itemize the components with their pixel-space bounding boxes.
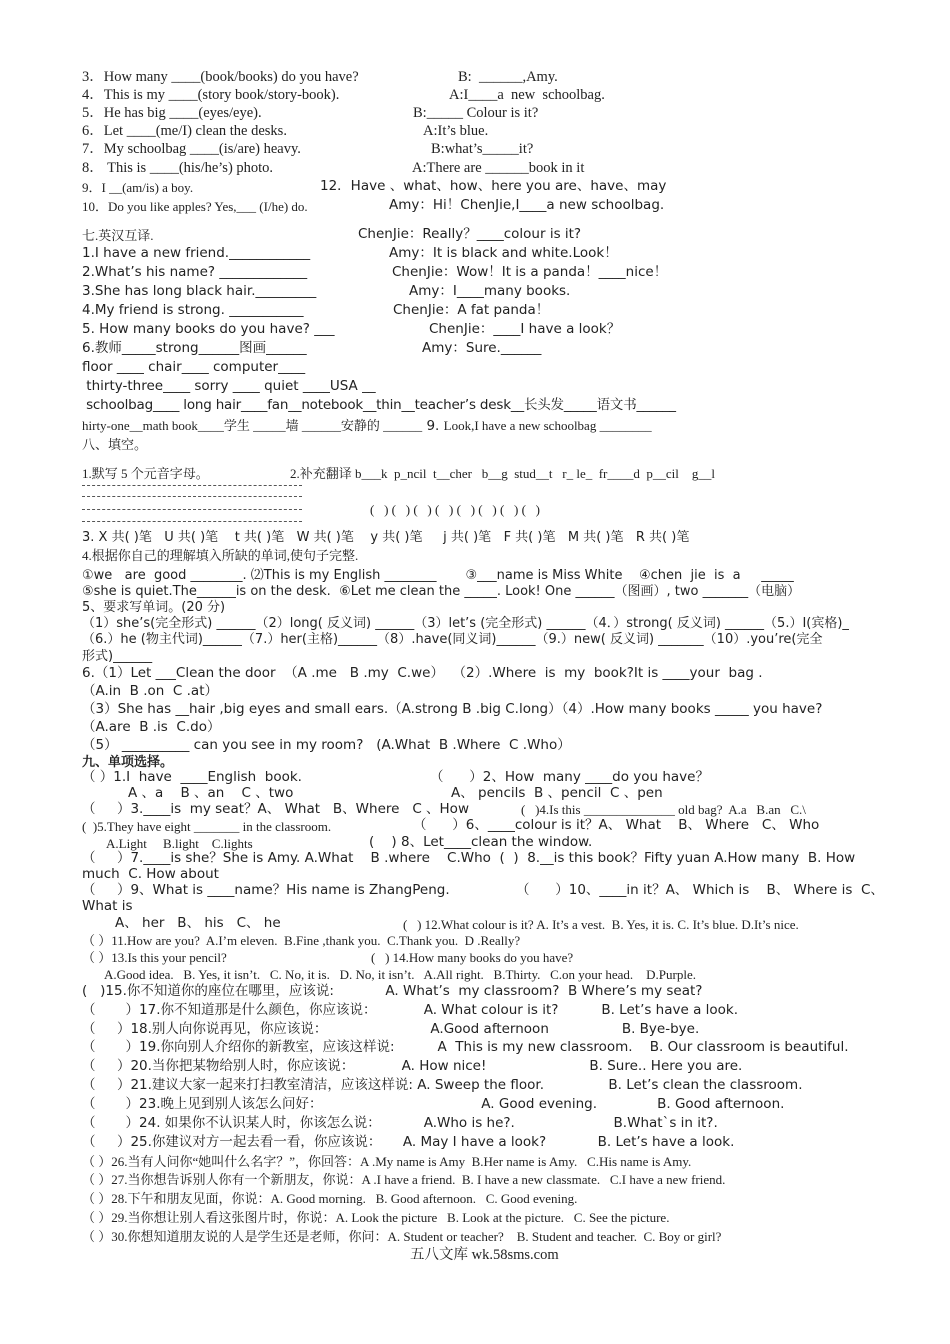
choice-q20: （ ）20.当你把某物给别人时，你应该说： A. How nice! B. Sure.. Here you are. xyxy=(82,1058,743,1074)
fill-q5-line-3: 形式)______ xyxy=(82,649,153,664)
top-dialog-5: B:what’s_____it? xyxy=(431,141,534,157)
choice-q5: ( )5.They have eight _______ in the classroom. xyxy=(82,819,332,834)
top-dialog-4: A:It’s blue. xyxy=(423,123,489,139)
dialog-line-5: ChenJie：A fat panda！ xyxy=(393,302,550,318)
fill-q2: 2.补充翻译 b___k p_ncil t__cher b__g stud__t r_ le_ fr____d p__cil g__l xyxy=(290,466,715,481)
choice-q2-options: A、 pencils B 、pencil C 、pen xyxy=(451,785,663,801)
choice-q8-a: ( ) 8、Let____clean the window. xyxy=(369,834,593,850)
choice-q28: （ ）28.下午和朋友见面，你说：A. Good morning. B. Good afternoon. C. Good evening. xyxy=(82,1191,578,1206)
choice-q1: （ ）1.I have ____English book. xyxy=(82,769,302,785)
choose-q6-line-5: （5） __________ can you see in my room? (A.What B .Where C .Who） xyxy=(82,737,571,753)
choice-q2: （ ）2、How many ____do you have？ xyxy=(430,769,709,785)
choice-q10-tail: What is xyxy=(82,898,133,914)
choice-q8-b: much C. How about xyxy=(82,866,219,882)
choice-q1-options: A 、a B 、an C 、two xyxy=(128,785,294,801)
fill-q5-line-2: （6.）he (物主代词)______（7.）her(主格)______（8）.have(同义词)______（9.）new( 反义词) _______（10）.you’re(完全 xyxy=(82,632,823,647)
section-9-title: 九、单项选择。 xyxy=(82,754,174,769)
dialog-line-3: ChenJie：Wow！It is a panda！____nice！ xyxy=(392,264,668,280)
choice-q23: （ ）23.晚上见到别人该怎么问好： A. Good evening. B. Good afternoon. xyxy=(82,1096,785,1112)
choice-q21: （ ）21.建议大家一起来打扫教室清洁，应该这样说: A. Sweep the floor. B. Let’s clean the classroom. xyxy=(82,1077,803,1093)
translate-q4: 4.My friend is strong. ___________ xyxy=(82,302,304,318)
choose-q6-line-2: （A.in B .on C .at） xyxy=(82,683,218,699)
fill-q1: 1.默写 5 个元音字母。 xyxy=(82,466,209,481)
translate-q6: 6.教师_____strong______图画______ xyxy=(82,340,307,356)
top-q12: 12．Have 、what、how、here you are、have、may xyxy=(320,178,667,194)
choose-q6-line-1: 6.（1）Let ___Clean the door （A .me B .my C.we） （2）.Where is my book?It is ____your bag . xyxy=(82,665,763,681)
top-q8: 8． This is ____(his/he’s) photo. xyxy=(82,160,274,176)
answer-line xyxy=(82,509,302,510)
choice-q12: ( ) 12.What colour is it? A. It’s a vest. B. Yes, it is. C. It’s blue. D.It’s nice. xyxy=(403,917,799,932)
choice-q24: （ ）24. 如果你不认识某人时，你该怎么说： A.Who is he?. B.What`s in it?. xyxy=(82,1115,718,1131)
answer-line xyxy=(82,485,302,486)
choice-q13-q14-options: A.Good idea. B. Yes, it isn’t. C. No, it is. D. No, it isn’t. A.All right. B.Thirty. C.on your head. D.Purple. xyxy=(104,967,696,982)
top-dialog-3: B:_____ Colour is it? xyxy=(413,105,539,121)
choice-q9: （ ）9、What is ____name？His name is ZhangPeng. xyxy=(82,882,450,898)
fill-q4-line-1: ①we are good ________. ⑵This is my English ________ ③___name is Miss White ④chen jie is a _____ xyxy=(82,568,794,583)
top-q6: 6．Let ____(me/I) clean the desks. xyxy=(82,123,287,139)
translate-q1: 1.I have a new friend.____________ xyxy=(82,245,311,261)
fill-q5-line-1: （1）she’s(完全形式) ______（2）long( 反义词) ______（3）let’s (完全形式) ______（4．）strong( 反义词) ______（5.）I(宾格)_ xyxy=(82,616,849,631)
choice-q25: （ ）25.你建议对方一起去看一看，你应该说： A. May I have a look? B. Let’s have a look. xyxy=(82,1134,735,1150)
choose-q6-line-3: （3）She has __hair ,big eyes and small ears.（A.strong B .big C.long）（4）.How many books _____ you have? xyxy=(82,701,823,717)
footer-source: 五八文库 wk.58sms.com xyxy=(410,1247,559,1263)
answer-line xyxy=(82,496,302,497)
top-dialog-6: A:There are ______book in it xyxy=(412,160,585,176)
translate-q2: 2.What’s his name? _____________ xyxy=(82,264,308,280)
translate-words-4-b: Look,I have a new schoolbag ________ xyxy=(443,418,652,433)
translate-words-4-a: hirty-one__math book____学生 _____墙 ______安静的 ______ xyxy=(82,418,423,433)
translate-words-3: schoolbag____ long hair____fan__notebook__thin__teacher’s desk__长头发_____语文书______ xyxy=(82,397,676,413)
choice-q13: （ ）13.Is this your pencil? xyxy=(82,950,227,965)
stroke-count-q3: 3. X 共( )笔 U 共( )笔 t 共( )笔 W 共( )笔 y 共( )笔 j 共( )笔 F 共( )笔 M 共( )笔 R 共( )笔 xyxy=(82,530,690,545)
dialog-line-6: ChenJie：____I have a look？ xyxy=(429,321,621,337)
fill-q5: 5、要求写单词。(20 分) xyxy=(82,600,226,615)
top-q7: 7．My schoolbag ____(is/are) heavy. xyxy=(82,141,301,157)
choose-q6-line-4: （A.are B .is C.do） xyxy=(82,719,221,735)
top-q3: 3．How many ____(book/books) do you have? xyxy=(82,69,359,85)
choice-q17: （ ）17.你不知道那是什么颜色，你应该说： A. What colour is it? B. Let’s have a look. xyxy=(82,1002,739,1018)
choice-q19: （ ）19.你向别人介绍你的新教室，应该这样说: A This is my new classroom. B. Our classroom is beautiful. xyxy=(82,1039,849,1055)
choice-q18: （ ）18.别人向你说再见，你应该说： A.Good afternoon B. Bye-bye. xyxy=(82,1021,700,1037)
choice-q14: ( ) 14.How many books do you have? xyxy=(371,950,574,965)
choice-q10: （ ）10、____in it？A、 Which is B、 Where is C、 xyxy=(516,882,884,898)
section-7-title: 七.英汉互译. xyxy=(82,228,154,243)
translate-q5: 5. How many books do you have? ___ xyxy=(82,321,335,337)
fill-q4: 4.根据你自己的理解填入所缺的单词,使句子完整. xyxy=(82,548,359,563)
top-q4: 4．This is my ____(story book/story-book). xyxy=(82,87,340,103)
answer-line xyxy=(82,521,302,522)
fill-parens: ( ) ( ) ( ) ( ) ( ) ( ) ( ) ( ) xyxy=(370,502,541,517)
choice-q7: （ ）7.____is she？She is Amy. A.What B .where C.Who ( ) 8.__is this book？Fifty yuan A.How many B. How xyxy=(82,850,856,866)
choice-q27: （ ）27.当你想告诉别人你有一个新朋友，你说：A .I have a friend. B. I have a new classmate. C.I have a new friend. xyxy=(82,1172,726,1187)
dialog-line-2: Amy：It is black and white.Look！ xyxy=(389,245,618,261)
choice-q3: （ ）3.____is my seat？A、 What B、Where C 、How xyxy=(82,801,469,817)
top-q5: 5．He has big ____(eyes/eye). xyxy=(82,105,262,121)
top-q10: 10．Do you like apples? Yes,___ (I/he) do. xyxy=(82,199,308,214)
translate-words-2: thirty-three____ sorry ____ quiet ____USA __ xyxy=(82,378,376,394)
translate-words-4-num: 9. xyxy=(422,418,444,434)
choice-q6: （ ）6、____colour is it？A、 What B、 Where C、 Who xyxy=(413,817,820,833)
section-8-title: 八、填空。 xyxy=(82,437,148,452)
choice-q9-options: A、 her B、 his C、 he xyxy=(115,915,281,931)
choice-q5-options: A.Light B.light C.lights xyxy=(106,836,253,851)
top-dialog-1: B: ______,Amy. xyxy=(458,69,558,85)
translate-words-4 xyxy=(82,419,652,434)
choice-q26: （ ）26.当有人问你“她叫什么名字？”，你回答：A .My name is Amy B.Her name is Amy. C.His name is Amy. xyxy=(82,1154,692,1169)
dialog-line-7: Amy：Sure.______ xyxy=(422,340,542,356)
fill-q4-line-2: ⑤she is quiet.The______is on the desk. ⑥Let me clean the _____. Look! One ______（图画）, two _______（电脑） xyxy=(82,584,801,599)
top-dialog-2: A:I____a new schoolbag. xyxy=(449,87,605,103)
top-q9: 9．I __(am/is) a boy. xyxy=(82,180,194,195)
dialog-line-1: ChenJie：Really？____colour is it? xyxy=(358,226,582,242)
choice-q4: ( )4.Is this ______________ old bag? A.a B.an C.\ xyxy=(521,802,806,817)
dialog-line-4: Amy：I____many books. xyxy=(409,283,571,299)
translate-q3: 3.She has long black hair._________ xyxy=(82,283,317,299)
choice-q11: （ ）11.How are you? A.I’m eleven. B.Fine ,thank you. C.Thank you. D .Really? xyxy=(82,933,521,948)
choice-q15: ( )15.你不知道你的座位在哪里，应该说: A. What’s my classroom? B Where’s my seat? xyxy=(82,983,703,999)
choice-q30: （ ）30.你想知道朋友说的人是学生还是老师，你问：A. Student or teacher? B. Student and teacher. C. Boy or girl? xyxy=(82,1229,722,1244)
top-dialog-7: Amy：Hi！ChenJie,I____a new schoolbag. xyxy=(389,197,665,213)
translate-words-1: floor ____ chair____ computer____ xyxy=(82,359,306,375)
choice-q29: （ ）29.当你想让别人看这张图片时，你说：A. Look the picture B. Look at the picture. C. See the picture. xyxy=(82,1210,670,1225)
